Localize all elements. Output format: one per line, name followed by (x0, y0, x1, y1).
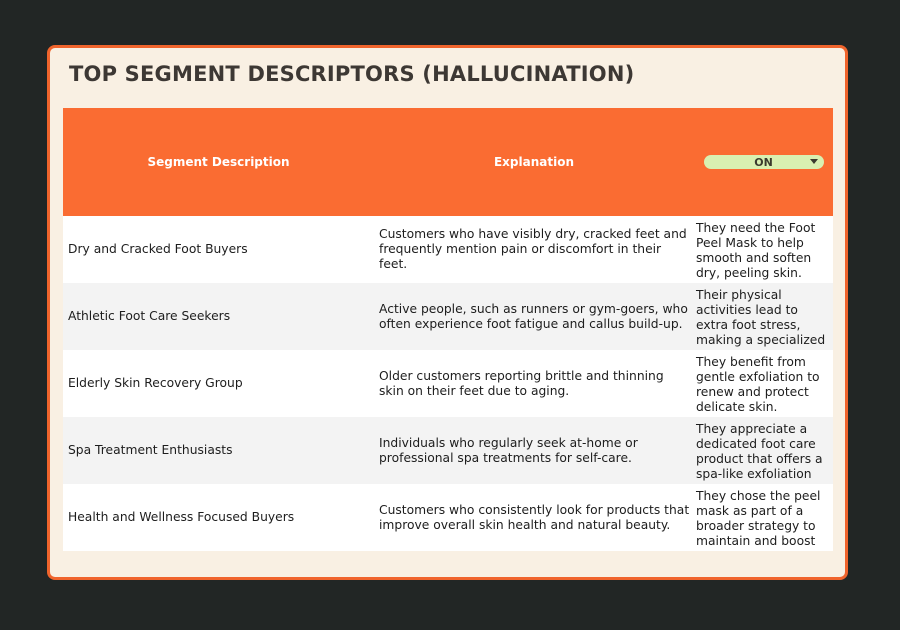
segment-cell: Elderly Skin Recovery Group (68, 376, 243, 390)
explanation-cell: Customers who have visibly dry, cracked feet and frequently mention pain or discomfort in their feet. (379, 227, 687, 271)
on-off-dropdown[interactable] (704, 155, 824, 169)
table-header (63, 108, 833, 216)
reason-cell: They need the Foot Peel Mask to help smooth and soften dry, peeling skin. (696, 221, 816, 280)
table-row (63, 417, 833, 484)
table-row (63, 484, 833, 551)
table-body (63, 216, 833, 551)
segment-card (47, 45, 848, 580)
reason-cell: They appreciate a dedicated foot care product that offers a spa-like exfoliation (696, 422, 823, 481)
reason-cell: Their physical activities lead to extra foot stress, making a specialized (696, 288, 826, 347)
reason-cell: They chose the peel mask as part of a broader strategy to maintain and boost (696, 489, 821, 548)
explanation-cell: Older customers reporting brittle and thinning skin on their feet due to aging. (379, 368, 664, 398)
column-header-explanation: Explanation (493, 155, 574, 169)
column-header-segment-description: Segment Description (147, 155, 290, 169)
explanation-cell: Customers who consistently look for products that improve overall skin health and natural beauty. (379, 502, 690, 532)
explanation-cell: Individuals who regularly seek at-home or professional spa treatments for self-care. (379, 435, 638, 465)
table-row (63, 350, 833, 417)
chevron-down-icon[interactable] (810, 159, 818, 164)
page-title: TOP SEGMENT DESCRIPTORS (HALLUCINATION) (69, 62, 635, 86)
toggle-value: ON (754, 155, 773, 169)
segment-cell: Athletic Foot Care Seekers (68, 309, 231, 323)
table-row (63, 216, 833, 283)
reason-cell: They benefit from gentle exfoliation to renew and protect delicate skin. (696, 355, 820, 414)
toggle-cell (694, 155, 833, 169)
segment-cell: Spa Treatment Enthusiasts (68, 443, 233, 457)
segment-cell: Health and Wellness Focused Buyers (68, 510, 295, 524)
segment-cell: Dry and Cracked Foot Buyers (68, 242, 248, 256)
explanation-cell: Active people, such as runners or gym-goers, who often experience foot fatigue and callus build-up. (379, 301, 688, 331)
table-row (63, 283, 833, 350)
segment-table (63, 108, 833, 551)
